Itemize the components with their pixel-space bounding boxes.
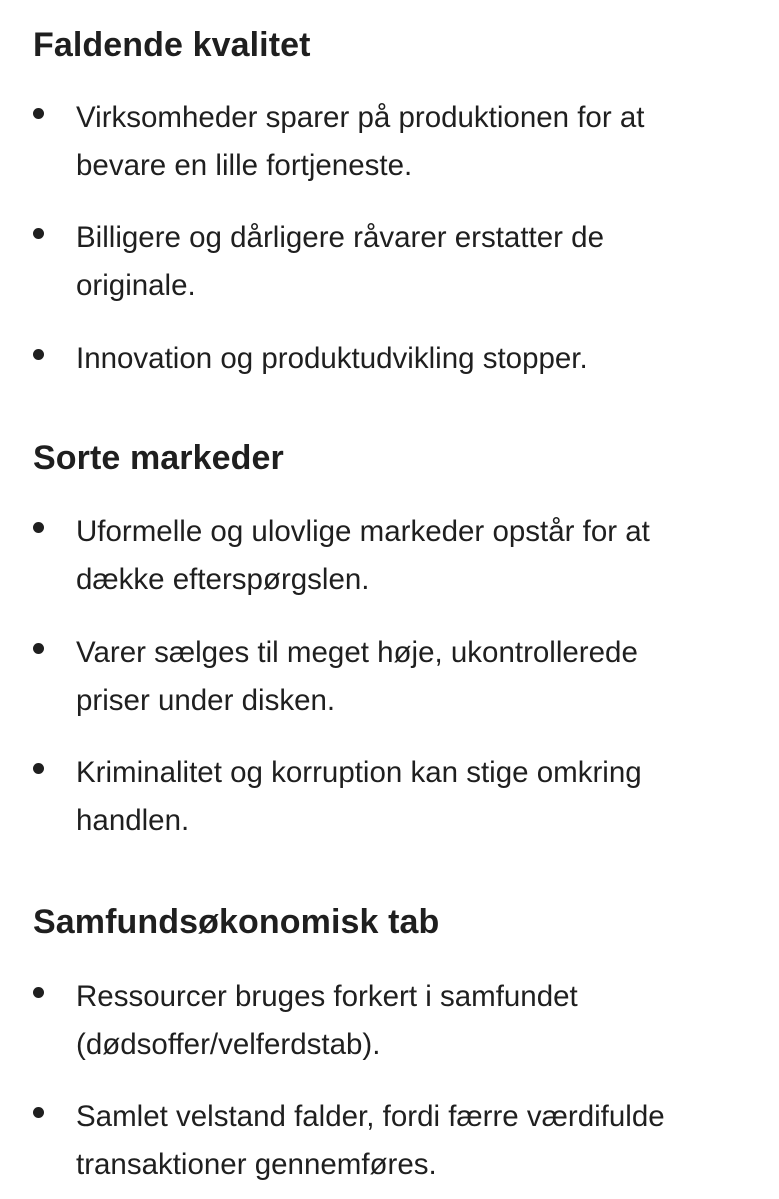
list-item-line: Uformelle og ulovlige markeder opstår for at bbox=[76, 515, 650, 548]
list-item-line: Kriminalitet og korruption kan stige omkring bbox=[76, 756, 642, 789]
section-heading-samfundsokonomisk-tab: Samfundsøkonomisk tab bbox=[33, 903, 440, 941]
list-item-line: handlen. bbox=[76, 804, 190, 837]
list-item-line: Ressourcer bruges forkert i samfundet bbox=[76, 980, 578, 1013]
bullet-icon bbox=[33, 522, 44, 533]
list-item-text bbox=[76, 508, 756, 604]
list-item-text bbox=[76, 629, 756, 725]
list-item-text bbox=[76, 94, 756, 190]
list-item-line: bevare en lille fortjeneste. bbox=[76, 149, 413, 182]
list-item-line: Virksomheder sparer på produktionen for at bbox=[76, 101, 645, 134]
list-item-line: Innovation og produktudvikling stopper. bbox=[76, 342, 588, 375]
list-item-line: dække efterspørgslen. bbox=[76, 563, 370, 596]
bullet-icon bbox=[33, 643, 44, 654]
section-heading-faldende-kvalitet: Faldende kvalitet bbox=[33, 26, 311, 64]
list-item-text bbox=[76, 973, 756, 1069]
list-item-line: originale. bbox=[76, 269, 196, 302]
list-item-line: priser under disken. bbox=[76, 684, 336, 717]
bullet-icon bbox=[33, 228, 44, 239]
list-item-text bbox=[76, 335, 756, 383]
list-item-line: Samlet velstand falder, fordi færre værdifulde bbox=[76, 1100, 665, 1133]
bullet-icon bbox=[33, 763, 44, 774]
bullet-icon bbox=[33, 1107, 44, 1118]
list-item-text bbox=[76, 214, 756, 310]
list-item-line: (dødsoffer/velferdstab). bbox=[76, 1028, 381, 1061]
bullet-icon bbox=[33, 108, 44, 119]
bullet-icon bbox=[33, 987, 44, 998]
list-item-text bbox=[76, 749, 756, 845]
list-item-line: Varer sælges til meget høje, ukontrollerede bbox=[76, 636, 638, 669]
list-item-line: Billigere og dårligere råvarer erstatter de bbox=[76, 221, 604, 254]
section-heading-sorte-markeder: Sorte markeder bbox=[33, 439, 284, 477]
bullet-icon bbox=[33, 349, 44, 360]
list-item-line: transaktioner gennemføres. bbox=[76, 1148, 437, 1181]
list-item-text bbox=[76, 1093, 756, 1189]
